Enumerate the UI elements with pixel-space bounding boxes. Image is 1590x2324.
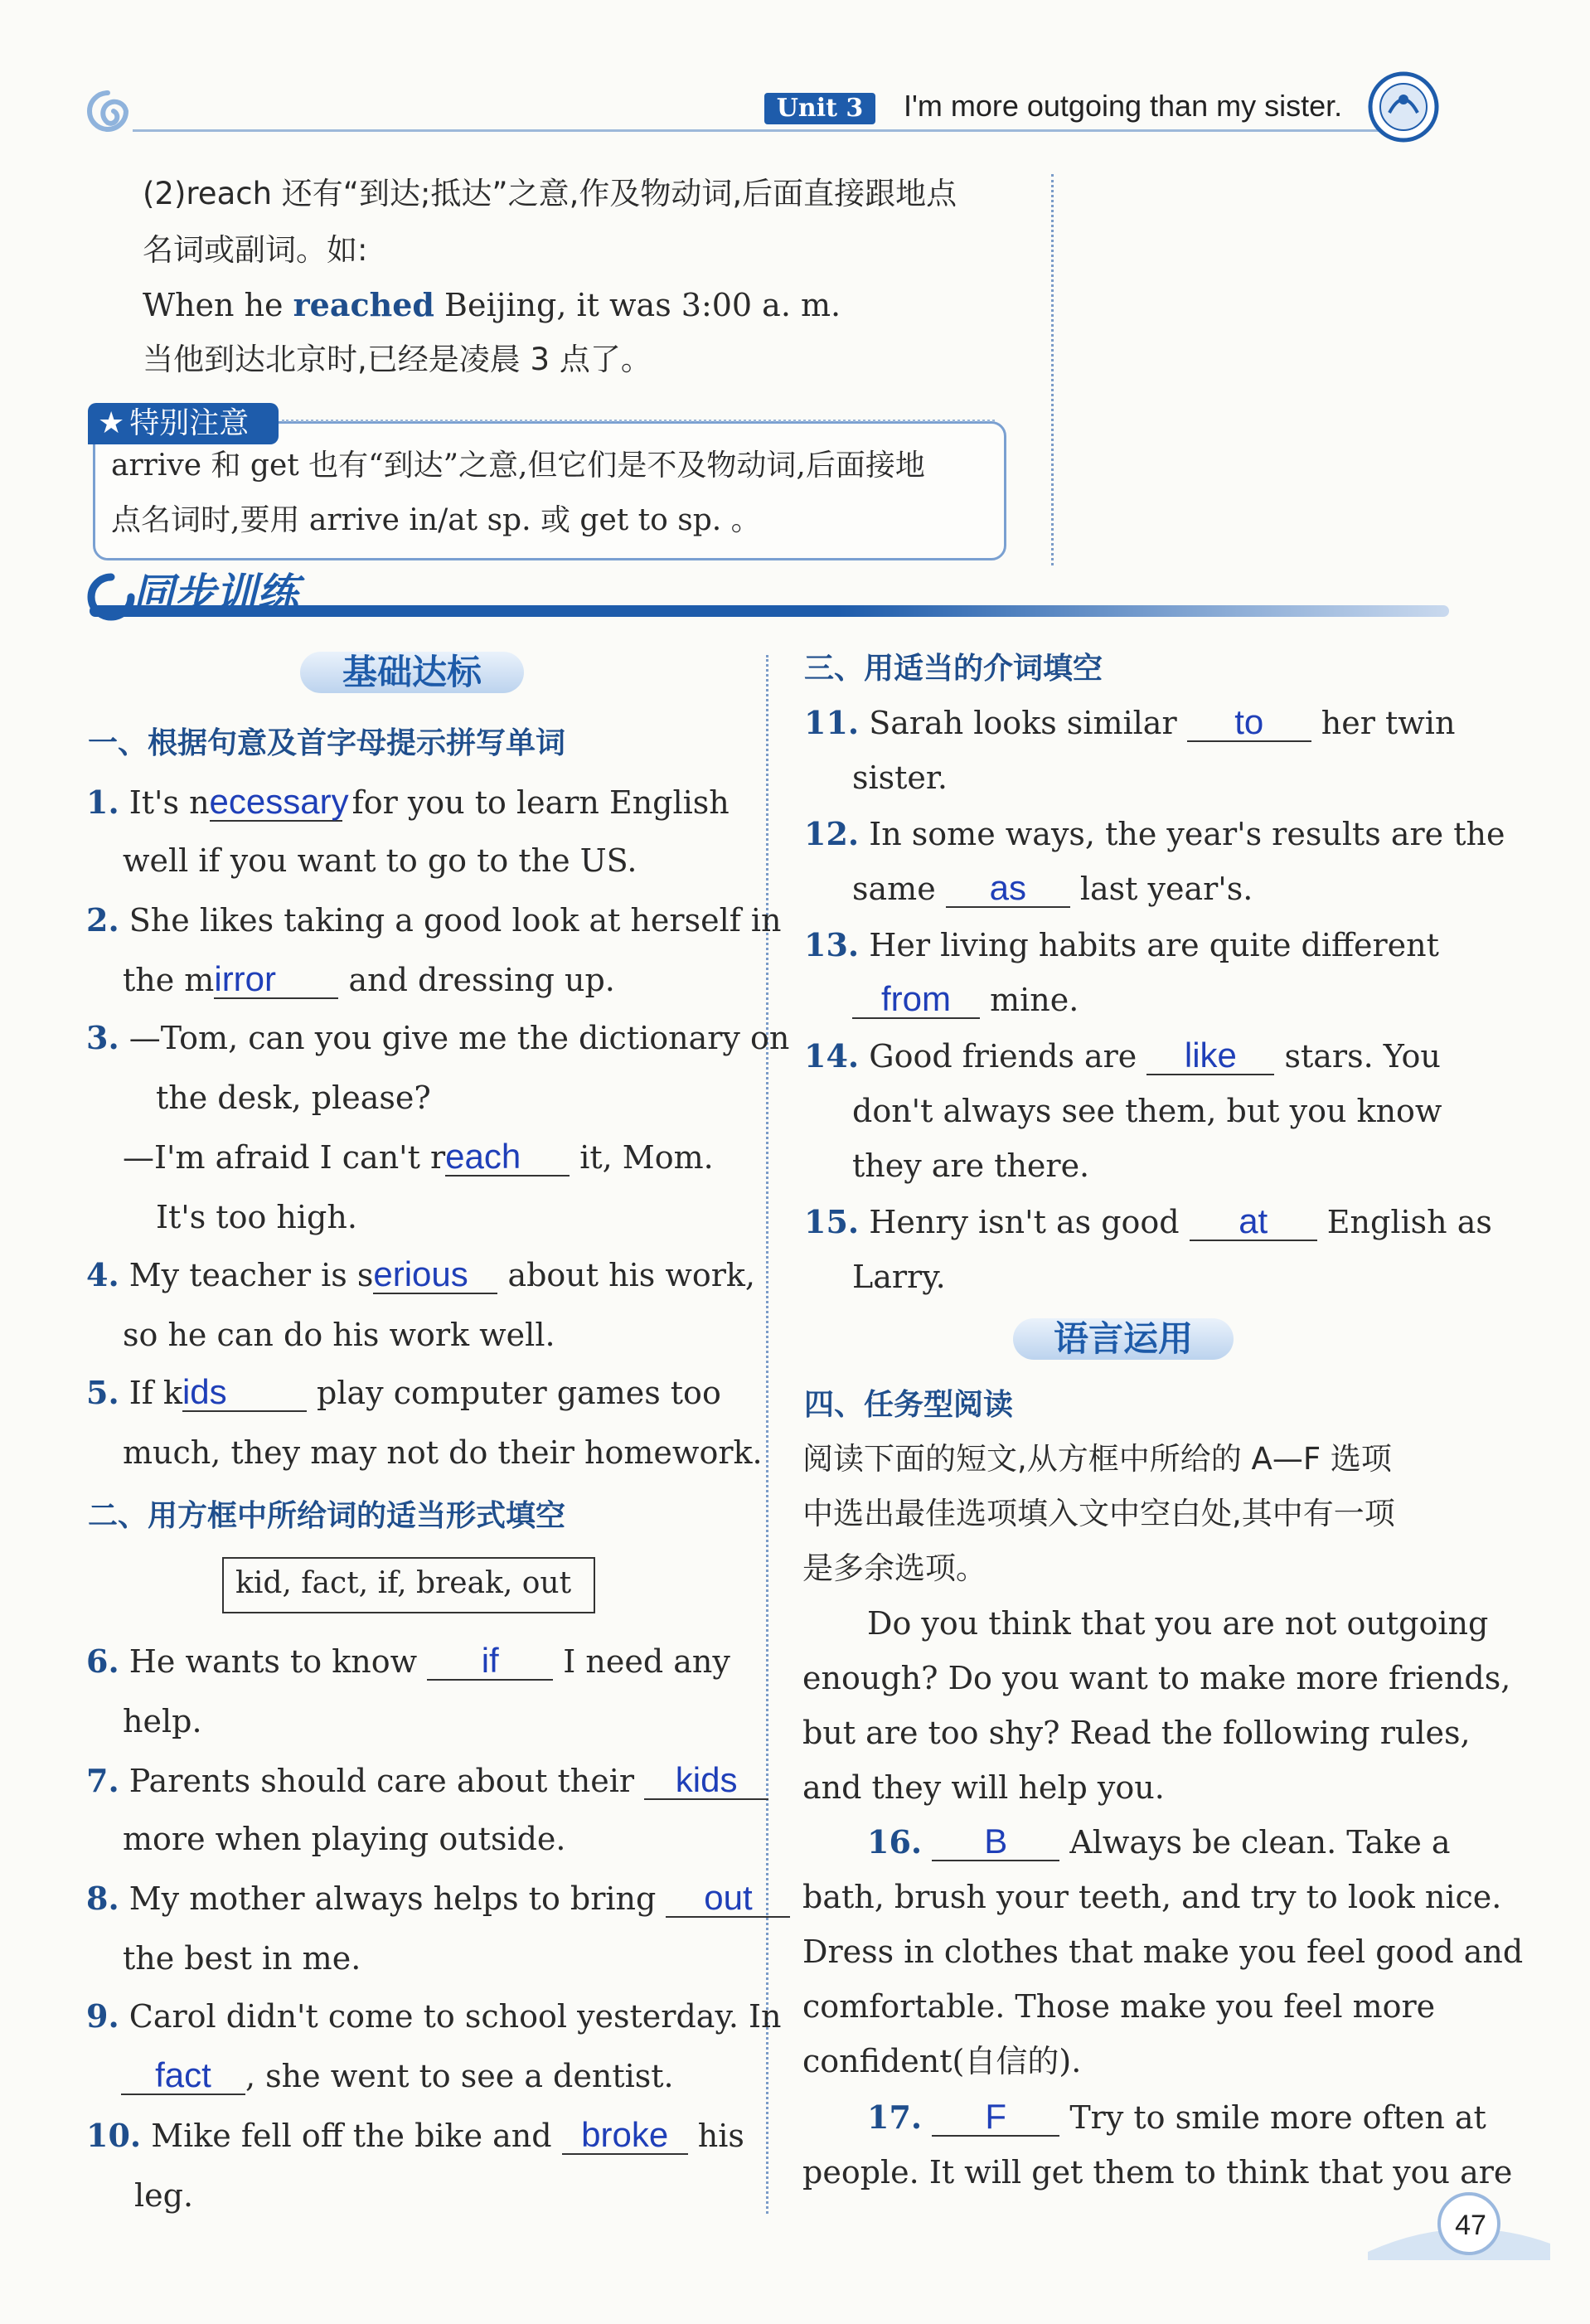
q2-num: 2. bbox=[86, 901, 119, 939]
unit-badge-label: Unit 3 bbox=[776, 94, 864, 123]
q7-line2: more when playing outside. bbox=[123, 1821, 566, 1857]
part3-title: 三、用适当的介词填空 bbox=[804, 652, 1103, 686]
q8-text-a: My mother always helps to bring bbox=[128, 1880, 657, 1917]
q17-text-a: Try to smile more often at bbox=[1069, 2099, 1486, 2136]
passage-line-1: Do you think that you are not outgoing bbox=[867, 1605, 1489, 1642]
q1-line2: well if you want to go to the US. bbox=[123, 842, 637, 879]
q6-line2: help. bbox=[123, 1703, 202, 1739]
example-bold: reached bbox=[293, 286, 434, 323]
q13-text-a: Her living habits are quite different bbox=[869, 927, 1439, 963]
q11-num: 11. bbox=[804, 704, 860, 741]
part1-title: 一、根据句意及首字母提示拼写单词 bbox=[88, 726, 566, 760]
q5-line2: much, they may not do their homework. bbox=[123, 1434, 763, 1471]
q4-line1 bbox=[86, 1255, 755, 1295]
q13-text-c: mine. bbox=[990, 982, 1079, 1018]
q10-text-a: Mike fell off the bike and bbox=[151, 2118, 552, 2154]
q10-text-b: his bbox=[697, 2118, 744, 2154]
q15-num: 15. bbox=[804, 1203, 860, 1240]
q7-answer: kids bbox=[644, 1762, 768, 1800]
special-note-label-tab bbox=[88, 403, 279, 444]
q2-line2 bbox=[123, 960, 615, 1000]
q5-num: 5. bbox=[86, 1374, 119, 1411]
q12-text-a: In some ways, the year's results are the bbox=[869, 816, 1505, 852]
q7-num: 7. bbox=[86, 1762, 119, 1799]
q8-line2: the best in me. bbox=[123, 1940, 361, 1977]
q3-text-d: it, Mom. bbox=[570, 1139, 714, 1176]
q13-line1 bbox=[804, 925, 1439, 965]
pill-basic bbox=[300, 652, 524, 693]
q14-num: 14. bbox=[804, 1037, 860, 1075]
q17-line bbox=[867, 2098, 1486, 2137]
q9-line1 bbox=[86, 1997, 782, 2036]
q4-line2: so he can do his work well. bbox=[123, 1317, 555, 1353]
passage-line-4: and they will help you. bbox=[802, 1769, 1165, 1806]
unit-title: I'm more outgoing than my sister. bbox=[904, 89, 1343, 123]
part4-title: 四、任务型阅读 bbox=[804, 1388, 1014, 1422]
q15-line1 bbox=[804, 1202, 1492, 1242]
q3-line1 bbox=[86, 1018, 789, 1058]
passage-line-7: comfortable. Those make you feel more bbox=[802, 1988, 1436, 2025]
q4-text-a: My teacher is s bbox=[128, 1257, 374, 1293]
q13-line2 bbox=[852, 980, 1079, 1020]
q8-line1 bbox=[86, 1879, 790, 1919]
pill-usage-label: 语言运用 bbox=[1053, 1318, 1193, 1359]
q5-text-b: play computer games too bbox=[306, 1375, 721, 1411]
q6-line1 bbox=[86, 1642, 730, 1681]
q6-text-b: I need any bbox=[563, 1643, 730, 1680]
q3-text-c: —I'm afraid I can't r bbox=[123, 1139, 446, 1176]
header-rule bbox=[133, 129, 1426, 132]
special-note-label: 特别注意 bbox=[129, 406, 250, 440]
q14-line3: they are there. bbox=[852, 1147, 1090, 1184]
q6-answer: if bbox=[427, 1642, 553, 1681]
q10-line2: leg. bbox=[134, 2177, 194, 2214]
q3-line3 bbox=[123, 1138, 714, 1177]
q12-num: 12. bbox=[804, 815, 860, 852]
section-banner-title: 同步训练 bbox=[133, 570, 298, 618]
pill-usage bbox=[1013, 1318, 1234, 1360]
q8-num: 8. bbox=[86, 1880, 119, 1917]
q11-line1 bbox=[804, 703, 1455, 743]
pill-basic-label: 基础达标 bbox=[342, 652, 482, 692]
part2-title: 二、用方框中所给词的适当形式填空 bbox=[88, 1499, 566, 1533]
word-box-text: kid, fact, if, break, out bbox=[235, 1566, 572, 1600]
q7-line1 bbox=[86, 1761, 768, 1801]
q11-text-a: Sarah looks similar bbox=[869, 705, 1177, 741]
q15-text-b: English as bbox=[1326, 1204, 1492, 1240]
q16-line bbox=[867, 1822, 1451, 1862]
special-note-line-1: arrive 和 get 也有“到达”之意,但它们是不及物动词,后面接地 bbox=[111, 449, 925, 483]
q4-num: 4. bbox=[86, 1256, 119, 1293]
q8-answer: out bbox=[666, 1880, 790, 1918]
passage-line-2: enough? Do you want to make more friends, bbox=[802, 1660, 1511, 1696]
q4-answer: erious bbox=[373, 1256, 497, 1294]
q15-answer: at bbox=[1190, 1203, 1317, 1241]
page-number: 47 bbox=[1455, 2210, 1486, 2241]
q16-num: 16. bbox=[867, 1823, 923, 1861]
q6-text-a: He wants to know bbox=[128, 1643, 418, 1680]
q2-answer: irror bbox=[214, 961, 338, 999]
q1-answer: ecessary bbox=[209, 782, 349, 821]
intro-line-3: 是多余选项。 bbox=[802, 1550, 986, 1586]
q14-text-b: stars. You bbox=[1284, 1038, 1441, 1075]
intro-line-2: 中选出最佳选项填入文中空白处,其中有一项 bbox=[802, 1496, 1395, 1531]
passage-line-5: bath, brush your teeth, and try to look nice. bbox=[802, 1879, 1502, 1915]
note-translation: 当他到达北京时,已经是凌晨 3 点了。 bbox=[143, 342, 652, 377]
q15-line2: Larry. bbox=[852, 1259, 946, 1295]
q13-answer: from bbox=[852, 981, 980, 1019]
passage-line-3: but are too shy? Read the following rules, bbox=[802, 1715, 1471, 1751]
unit-badge bbox=[764, 93, 875, 124]
star-icon: ★ bbox=[98, 406, 125, 440]
q7-text-a: Parents should care about their bbox=[128, 1763, 635, 1799]
passage-line-8: confident(自信的). bbox=[802, 2043, 1082, 2079]
q13-num: 13. bbox=[804, 926, 860, 963]
q5-text-a: If k bbox=[128, 1375, 182, 1411]
q9-line2 bbox=[121, 2056, 674, 2096]
special-note-line-2: 点名词时,要用 arrive in/at sp. 或 get to sp. 。 bbox=[111, 503, 761, 537]
q5-answer: ids bbox=[182, 1374, 307, 1412]
q2-text-a: She likes taking a good look at herself in bbox=[128, 902, 782, 939]
q17-num: 17. bbox=[867, 2098, 923, 2136]
q3-line4: It's too high. bbox=[156, 1199, 357, 1235]
q15-text-a: Henry isn't as good bbox=[869, 1204, 1180, 1240]
q9-text-a: Carol didn't come to school yesterday. In bbox=[128, 1998, 782, 2035]
q6-num: 6. bbox=[86, 1642, 119, 1680]
q12-text-c: last year's. bbox=[1079, 871, 1253, 907]
note-line-2: 名词或副词。如: bbox=[143, 232, 368, 268]
q2-text-b: the m bbox=[123, 962, 215, 998]
q16-text-a: Always be clean. Take a bbox=[1069, 1824, 1451, 1861]
q1-text-b: for you to learn English bbox=[342, 784, 730, 821]
column-divider bbox=[766, 655, 768, 2214]
q3-num: 3. bbox=[86, 1019, 119, 1056]
q11-line2: sister. bbox=[852, 759, 948, 796]
q4-text-b: about his work, bbox=[497, 1257, 756, 1293]
q12-line2 bbox=[852, 869, 1253, 909]
q12-text-b: same bbox=[852, 871, 936, 907]
q10-line1 bbox=[86, 2116, 744, 2156]
q2-text-c: and dressing up. bbox=[338, 962, 615, 998]
q14-text-a: Good friends are bbox=[869, 1038, 1137, 1075]
q3-text-a: —Tom, can you give me the dictionary on bbox=[128, 1020, 790, 1056]
q3-answer: each bbox=[445, 1138, 570, 1177]
q10-num: 10. bbox=[86, 2117, 142, 2154]
note-line-1: (2)reach 还有“到达;抵达”之意,作及物动词,后面直接跟地点 bbox=[143, 176, 957, 211]
q12-line1 bbox=[804, 814, 1505, 854]
q1-text-a: It's n bbox=[128, 784, 210, 821]
example-post: Beijing, it was 3:00 a. m. bbox=[434, 287, 841, 323]
note-divider bbox=[1051, 174, 1054, 565]
q9-text-b: , she went to see a dentist. bbox=[245, 2058, 674, 2094]
q3-line2: the desk, please? bbox=[156, 1080, 431, 1116]
q1-num: 1. bbox=[86, 784, 119, 821]
q9-num: 9. bbox=[86, 1997, 119, 2035]
q17-answer: F bbox=[932, 2098, 1059, 2137]
q14-line2: don't always see them, but you know bbox=[852, 1093, 1442, 1129]
q2-line1 bbox=[86, 900, 782, 940]
q12-answer: as bbox=[946, 870, 1070, 908]
q9-answer: fact bbox=[121, 2057, 245, 2095]
q10-answer: broke bbox=[562, 2117, 688, 2155]
q14-line1 bbox=[804, 1036, 1441, 1076]
header-swirl-icon bbox=[83, 86, 133, 136]
intro-line-1: 阅读下面的短文,从方框中所给的 A—F 选项 bbox=[802, 1441, 1392, 1477]
q5-line1 bbox=[86, 1373, 721, 1413]
special-note-dotted bbox=[282, 420, 995, 422]
section-banner-icon bbox=[86, 572, 136, 622]
passage-line-6: Dress in clothes that make you feel good and bbox=[802, 1933, 1524, 1970]
q11-text-b: her twin bbox=[1321, 705, 1456, 741]
q11-answer: to bbox=[1187, 704, 1311, 742]
publisher-logo-icon bbox=[1366, 70, 1441, 144]
q14-answer: like bbox=[1146, 1037, 1274, 1075]
note-example bbox=[143, 285, 841, 325]
q1-line1 bbox=[86, 783, 731, 822]
example-pre: When he bbox=[143, 287, 293, 323]
passage-line-9: people. It will get them to think that you are bbox=[802, 2154, 1513, 2191]
q16-answer: B bbox=[932, 1823, 1059, 1861]
